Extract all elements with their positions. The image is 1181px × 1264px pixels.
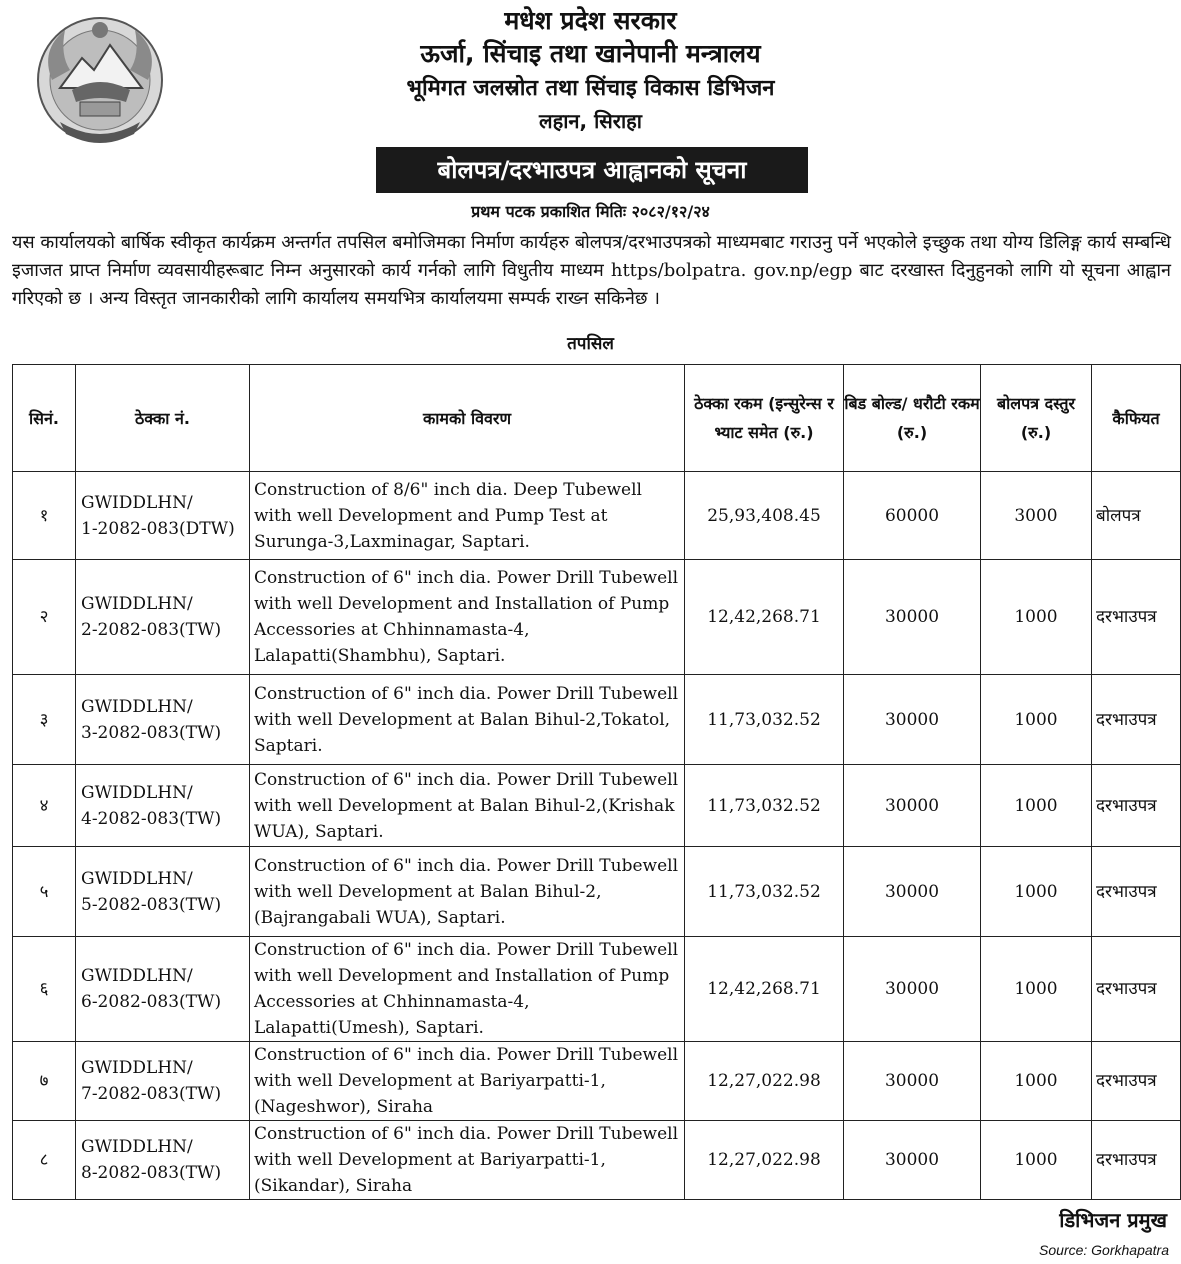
cell-description: Construction of 6" inch dia. Power Drill Tubewell with well Development at Balan Bihul-2,(Krishak WUA), Saptari.: [250, 765, 685, 847]
table-row: [13, 560, 1181, 675]
cell-description: Construction of 8/6" inch dia. Deep Tubewell with well Development and Pump Test at Surunga-3,Laxminagar, Saptari.: [250, 472, 685, 560]
publish-date: प्रथम पटक प्रकाशित मितिः २०८२/१२/२४: [471, 202, 710, 221]
table-row: [13, 675, 1181, 765]
cell-sn: ३: [13, 675, 76, 765]
cell-contract-no: GWIDDLHN/ 4-2082-083(TW): [76, 765, 250, 847]
cell-bid-bond: 30000: [844, 560, 981, 675]
cell-bid-bond: 30000: [844, 675, 981, 765]
cell-description: Construction of 6" inch dia. Power Drill Tubewell with well Development at Bariyarpatti-1,(Sikandar), Siraha: [250, 1121, 685, 1200]
cell-bid-bond: 30000: [844, 847, 981, 937]
header-remarks: कैफियत: [1092, 365, 1181, 472]
cell-sn: ५: [13, 847, 76, 937]
tender-table: [12, 364, 1181, 1200]
cell-description: Construction of 6" inch dia. Power Drill Tubewell with well Development at Bariyarpatti-1,(Nageshwor), Siraha: [250, 1042, 685, 1121]
ministry-name: ऊर्जा, सिंचाइ तथा खानेपानी मन्त्रालय: [420, 39, 761, 68]
cell-sn: ८: [13, 1121, 76, 1200]
cell-amount: 11,73,032.52: [685, 675, 844, 765]
cell-amount: 12,42,268.71: [685, 937, 844, 1042]
cell-fee: 1000: [981, 560, 1092, 675]
cell-contract-no: GWIDDLHN/ 5-2082-083(TW): [76, 847, 250, 937]
cell-fee: 1000: [981, 1042, 1092, 1121]
cell-description: Construction of 6" inch dia. Power Drill Tubewell with well Development and Installation of Pump Accessories at Chhinnamasta-4, Lalapatti(Shambhu), Saptari.: [250, 560, 685, 675]
cell-amount: 11,73,032.52: [685, 847, 844, 937]
cell-fee: 1000: [981, 937, 1092, 1042]
division-name: भूमिगत जलस्रोत तथा सिंचाइ विकास डिभिजन: [406, 76, 775, 101]
cell-remarks: दरभाउपत्र: [1092, 937, 1181, 1042]
cell-contract-no: GWIDDLHN/ 2-2082-083(TW): [76, 560, 250, 675]
signature: डिभिजन प्रमुख: [1059, 1208, 1167, 1232]
cell-remarks: दरभाउपत्र: [1092, 560, 1181, 675]
cell-contract-no: GWIDDLHN/ 3-2082-083(TW): [76, 675, 250, 765]
cell-fee: 3000: [981, 472, 1092, 560]
table-row: [13, 1042, 1181, 1121]
header-contract-no: ठेक्का नं.: [76, 365, 250, 472]
cell-remarks: बोलपत्र: [1092, 472, 1181, 560]
cell-contract-no: GWIDDLHN/ 6-2082-083(TW): [76, 937, 250, 1042]
cell-amount: 25,93,408.45: [685, 472, 844, 560]
table-row: [13, 1121, 1181, 1200]
cell-amount: 11,73,032.52: [685, 765, 844, 847]
letterhead: [180, 6, 1001, 136]
cell-contract-no: GWIDDLHN/ 7-2082-083(TW): [76, 1042, 250, 1121]
source-credit: Source: Gorkhapatra: [1039, 1242, 1169, 1258]
cell-bid-bond: 30000: [844, 937, 981, 1042]
table-row: [13, 937, 1181, 1042]
cell-bid-bond: 30000: [844, 765, 981, 847]
cell-bid-bond: 60000: [844, 472, 981, 560]
header-amount: ठेक्का रकम (इन्सुरेन्स र भ्याट समेत (रु.): [685, 365, 844, 472]
cell-sn: ४: [13, 765, 76, 847]
cell-remarks: दरभाउपत्र: [1092, 1042, 1181, 1121]
cell-description: Construction of 6" inch dia. Power Drill Tubewell with well Development at Balan Bihul-2,Tokatol, Saptari.: [250, 675, 685, 765]
tapasil-label: तपसिल: [567, 334, 614, 354]
table-row: [13, 765, 1181, 847]
cell-remarks: दरभाउपत्र: [1092, 765, 1181, 847]
header-fee: बोलपत्र दस्तुर (रु.): [981, 365, 1092, 472]
cell-remarks: दरभाउपत्र: [1092, 675, 1181, 765]
cell-sn: ६: [13, 937, 76, 1042]
cell-description: Construction of 6" inch dia. Power Drill Tubewell with well Development at Balan Bihul-2,(Bajrangabali WUA), Saptari.: [250, 847, 685, 937]
cell-fee: 1000: [981, 675, 1092, 765]
cell-sn: १: [13, 472, 76, 560]
cell-amount: 12,27,022.98: [685, 1042, 844, 1121]
notice-body: यस कार्यालयको बार्षिक स्वीकृत कार्यक्रम अन्तर्गत तपसिल बमोजिमका निर्माण कार्यहरु बोलपत्र/दरभाउपत्रको माध्यमबाट गराउनु पर्ने भएकोले इच्छुक तथा योग्य डिलिङ्ग कार्य सम्बन्धि इजाजत प्राप्त निर्माण व्यवसायीहरूबाट निम्न अनुसारको कार्य गर्नको लागि विधुतीय माध्यम https/bolpatra. gov.np/egp बाट दरखास्त दिनुहुनको लागि यो सूचना आह्वान गरिएको छ । अन्य विस्तृत जानकारीको लागि कार्यालय समयभित्र कार्यालयमा सम्पर्क राख्न सकिनेछ ।: [12, 232, 1171, 309]
cell-description: Construction of 6" inch dia. Power Drill Tubewell with well Development and Installation of Pump Accessories at Chhinnamasta-4, Lalapatti(Umesh), Saptari.: [250, 937, 685, 1042]
cell-sn: ७: [13, 1042, 76, 1121]
cell-contract-no: GWIDDLHN/ 1-2082-083(DTW): [76, 472, 250, 560]
notice-title: बोलपत्र/दरभाउपत्र आह्वानको सूचना: [376, 147, 808, 193]
cell-fee: 1000: [981, 847, 1092, 937]
table-row: [13, 472, 1181, 560]
header-bid-bond: बिड बोल्ड/ धरौटी रकम (रु.): [844, 365, 981, 472]
cell-fee: 1000: [981, 1121, 1092, 1200]
table-row: [13, 847, 1181, 937]
cell-amount: 12,27,022.98: [685, 1121, 844, 1200]
cell-bid-bond: 30000: [844, 1121, 981, 1200]
cell-remarks: दरभाउपत्र: [1092, 847, 1181, 937]
table-header-row: [13, 365, 1181, 472]
government-name: मधेश प्रदेश सरकार: [504, 6, 677, 35]
cell-bid-bond: 30000: [844, 1042, 981, 1121]
cell-remarks: दरभाउपत्र: [1092, 1121, 1181, 1200]
cell-sn: २: [13, 560, 76, 675]
office-location: लहान, सिराहा: [539, 109, 642, 133]
nepal-emblem-icon: [30, 10, 170, 148]
cell-fee: 1000: [981, 765, 1092, 847]
cell-amount: 12,42,268.71: [685, 560, 844, 675]
cell-contract-no: GWIDDLHN/ 8-2082-083(TW): [76, 1121, 250, 1200]
header-sn: सिनं.: [13, 365, 76, 472]
header-description: कामको विवरण: [250, 365, 685, 472]
